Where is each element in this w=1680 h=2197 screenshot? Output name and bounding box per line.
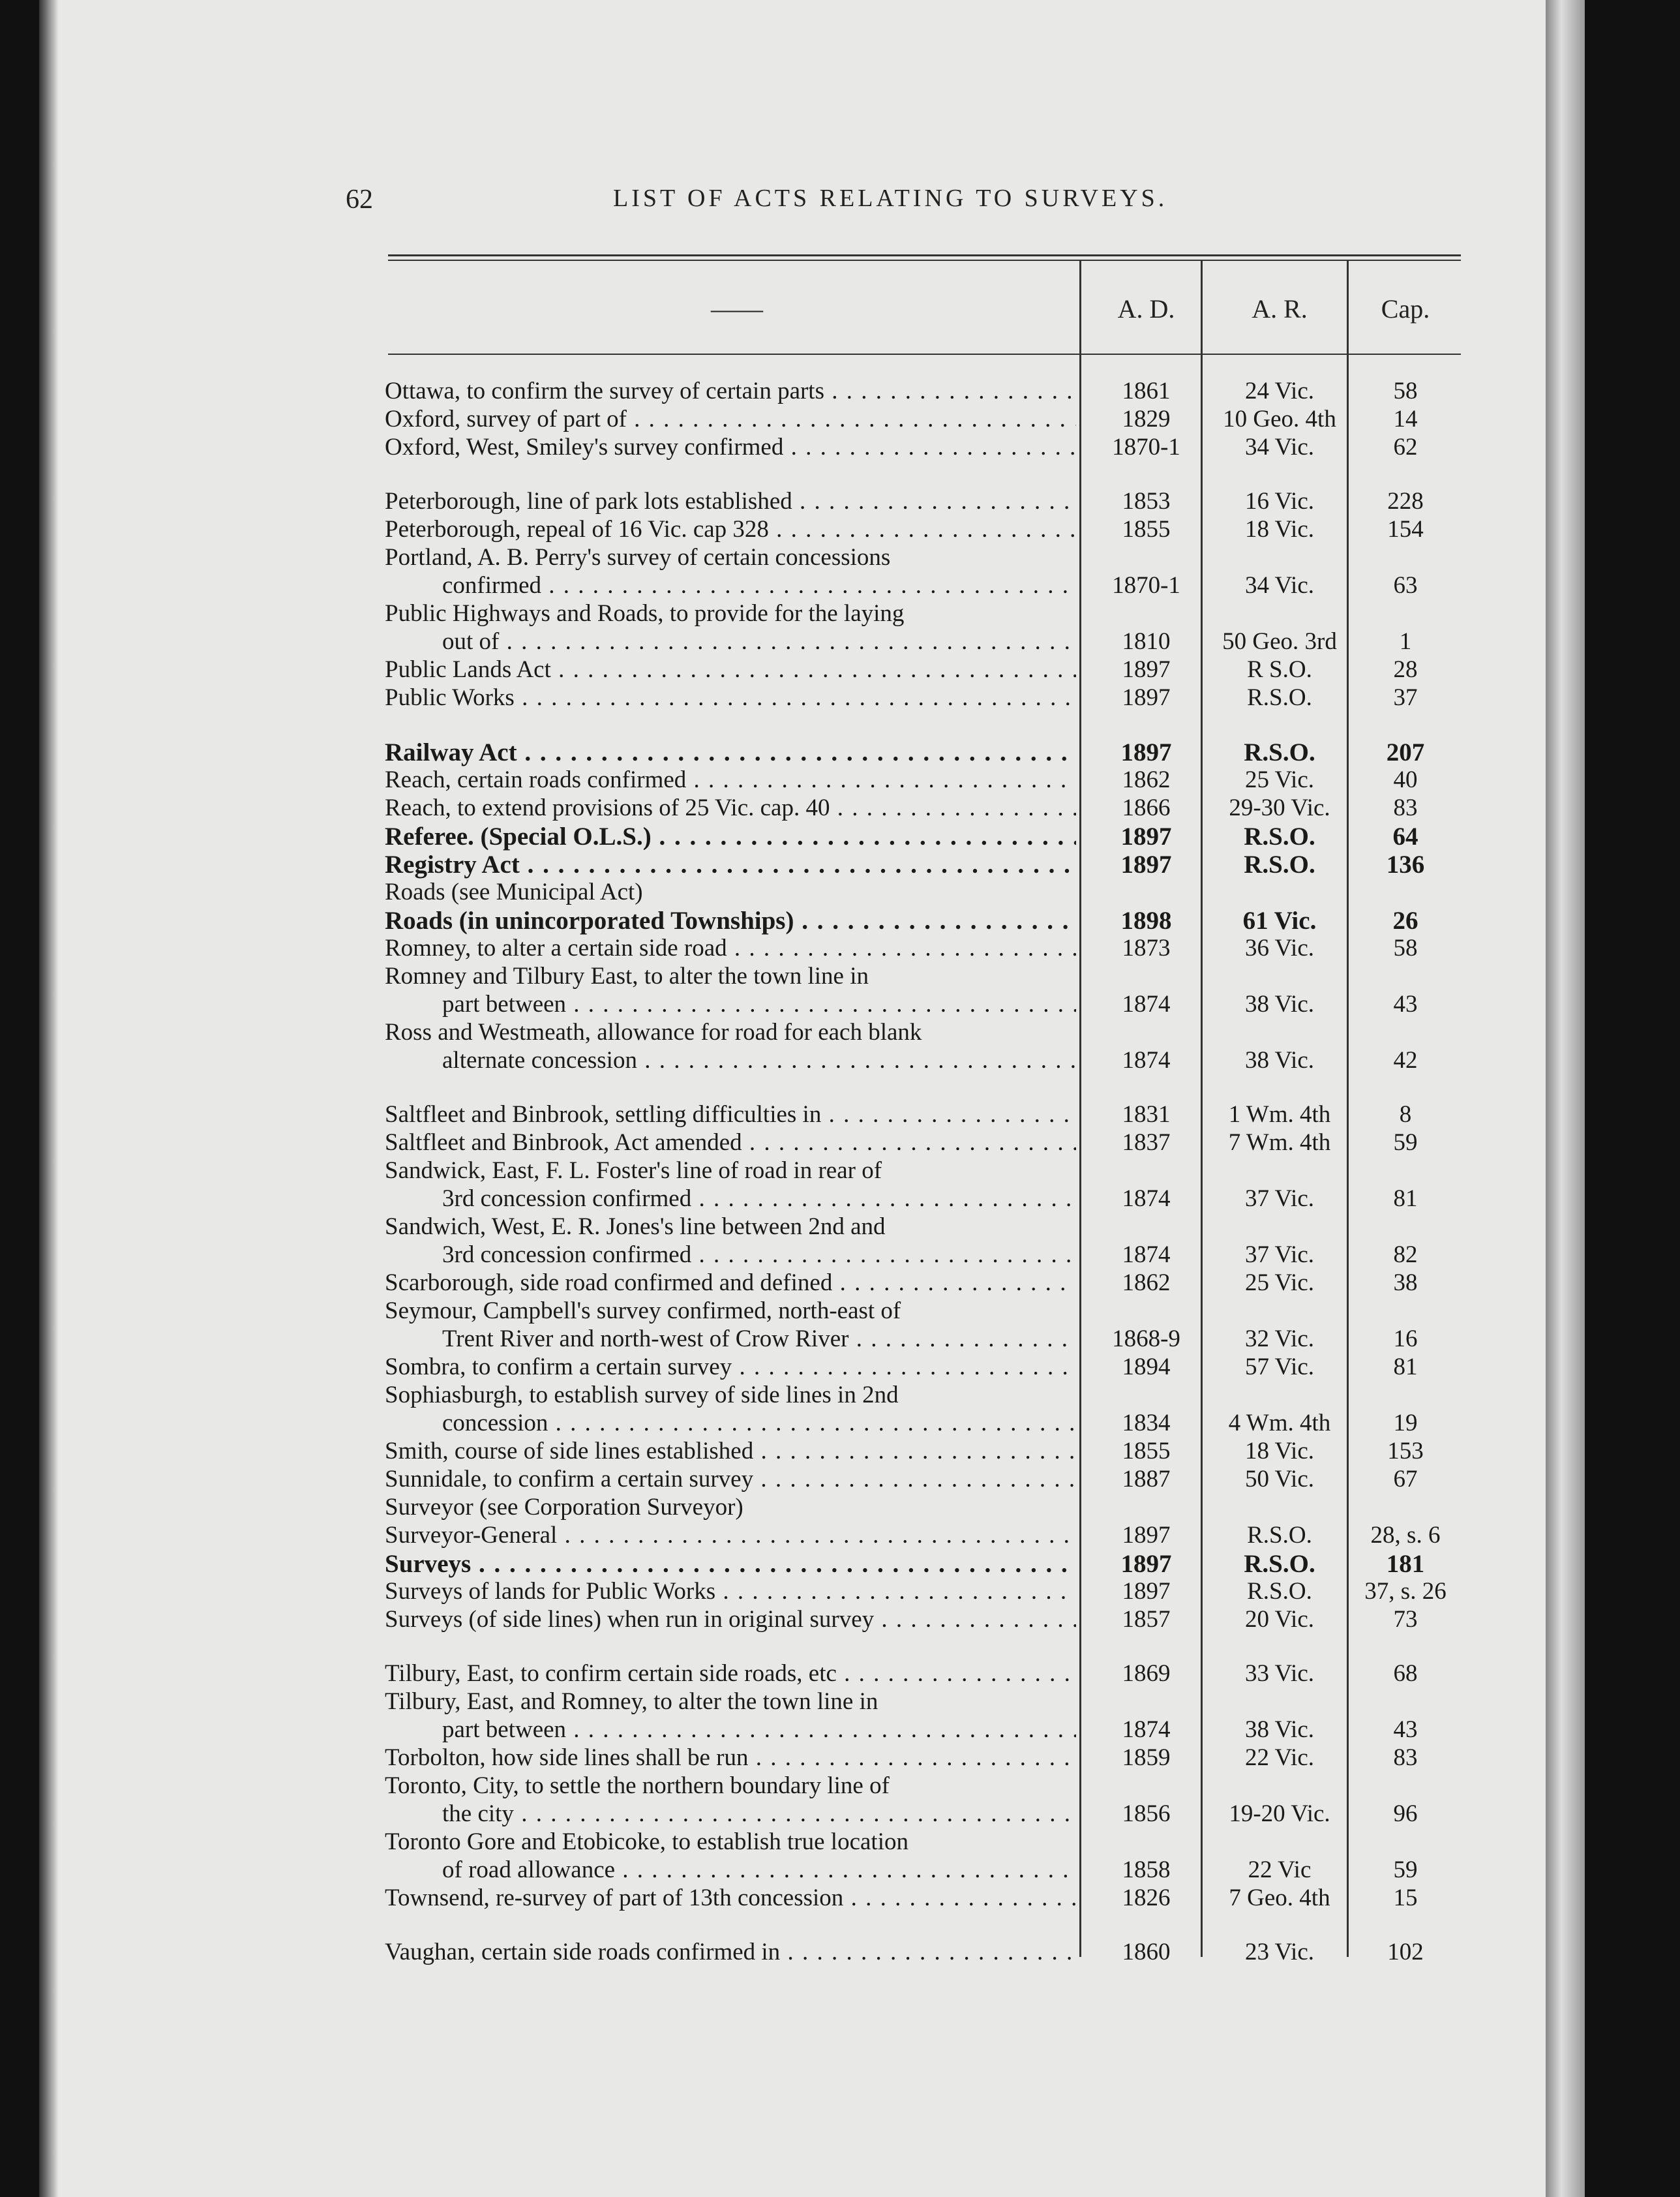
act-ar: 1 Wm. 4th bbox=[1228, 1101, 1331, 1128]
act-description: Tilbury, East, and Romney, to alter the town line in bbox=[385, 1688, 878, 1715]
table-row bbox=[385, 1659, 1454, 1688]
table-row bbox=[385, 738, 1454, 766]
act-ad: 1856 bbox=[1122, 1800, 1171, 1827]
act-cap: 96 bbox=[1393, 1800, 1418, 1827]
act-ar: R S.O. bbox=[1247, 656, 1312, 683]
act-ad: 1897 bbox=[1120, 1550, 1172, 1578]
act-ad: 1874 bbox=[1122, 1716, 1171, 1743]
act-cap: 102 bbox=[1387, 1939, 1424, 1965]
table-row bbox=[385, 794, 1454, 822]
act-ad: 1897 bbox=[1120, 738, 1172, 766]
act-cap: 81 bbox=[1393, 1354, 1418, 1380]
act-ad: 1855 bbox=[1122, 1438, 1171, 1464]
table-row bbox=[385, 1353, 1454, 1381]
act-ar: 25 Vic. bbox=[1244, 1269, 1315, 1296]
act-ar: 29-30 Vic. bbox=[1229, 795, 1330, 821]
act-ar: 50 Geo. 3rd bbox=[1222, 628, 1337, 655]
act-ad: 1874 bbox=[1122, 1241, 1171, 1268]
table-row bbox=[385, 1437, 1454, 1465]
table-row bbox=[385, 1018, 1454, 1046]
act-description: Romney and Tilbury East, to alter the town line in bbox=[385, 963, 869, 990]
act-description: Toronto, City, to settle the northern boundary line of bbox=[385, 1772, 890, 1799]
act-ad: 1874 bbox=[1122, 991, 1171, 1018]
table-row bbox=[385, 377, 1454, 405]
act-cap: 68 bbox=[1393, 1660, 1418, 1687]
act-description: Public Lands Act . . . bbox=[385, 656, 1076, 684]
act-description: Sombra, to confirm a certain survey . . . bbox=[385, 1353, 1076, 1381]
column-header-description: —— bbox=[711, 294, 763, 324]
page-title: LIST OF ACTS RELATING TO SURVEYS. bbox=[613, 185, 1168, 212]
act-description: of road allowance . . . bbox=[442, 1856, 1076, 1884]
acts-table-body bbox=[385, 377, 1454, 1966]
act-ar: 50 Vic. bbox=[1244, 1466, 1315, 1492]
act-cap: 43 bbox=[1393, 1716, 1418, 1743]
act-ad: 1897 bbox=[1122, 656, 1171, 683]
table-row bbox=[385, 1185, 1454, 1213]
act-ar: R.S.O. bbox=[1244, 823, 1315, 851]
act-ar: 7 Geo. 4th bbox=[1229, 1885, 1330, 1911]
act-cap: 63 bbox=[1393, 572, 1418, 599]
act-ar: 18 Vic. bbox=[1244, 1438, 1315, 1464]
column-header-ar: A. R. bbox=[1252, 294, 1308, 324]
table-row bbox=[385, 878, 1454, 906]
act-ar: 34 Vic. bbox=[1244, 572, 1315, 599]
act-ar: 37 Vic. bbox=[1244, 1241, 1315, 1268]
act-ar: R.S.O. bbox=[1244, 738, 1315, 766]
act-cap: 19 bbox=[1393, 1410, 1418, 1436]
table-row bbox=[385, 1521, 1454, 1549]
table-row bbox=[385, 1297, 1454, 1325]
act-description: Seymour, Campbell's survey confirmed, north-east of bbox=[385, 1297, 901, 1324]
act-ad: 1826 bbox=[1122, 1885, 1171, 1911]
act-description: Public Highways and Roads, to provide for the laying bbox=[385, 600, 905, 627]
act-cap: 1 bbox=[1399, 628, 1412, 655]
act-description: Ross and Westmeath, allowance for road for each blank bbox=[385, 1019, 922, 1046]
act-ar: R.S.O. bbox=[1244, 1550, 1315, 1578]
table-row bbox=[385, 766, 1454, 794]
act-description: Vaughan, certain side roads confirmed in . . . bbox=[385, 1938, 1076, 1966]
act-ad: 1873 bbox=[1122, 935, 1171, 962]
act-ad: 1870-1 bbox=[1112, 572, 1180, 599]
act-ad: 1868-9 bbox=[1112, 1326, 1180, 1352]
act-ad: 1894 bbox=[1122, 1354, 1171, 1380]
act-cap: 58 bbox=[1393, 378, 1418, 404]
act-ar: R.S.O. bbox=[1247, 1578, 1312, 1605]
table-row bbox=[385, 1884, 1454, 1912]
act-ar: 33 Vic. bbox=[1244, 1660, 1315, 1687]
table-row bbox=[385, 684, 1454, 712]
table-row bbox=[385, 1157, 1454, 1185]
act-description: Peterborough, line of park lots established . . . bbox=[385, 487, 1076, 515]
act-cap: 59 bbox=[1393, 1129, 1418, 1156]
act-ad: 1810 bbox=[1122, 628, 1171, 655]
act-cap: 40 bbox=[1393, 766, 1418, 793]
act-ar: 22 Vic bbox=[1248, 1856, 1312, 1883]
act-description: 3rd concession confirmed . . . bbox=[442, 1185, 1076, 1213]
act-cap: 26 bbox=[1392, 907, 1418, 935]
act-ad: 1897 bbox=[1122, 1578, 1171, 1605]
act-cap: 38 bbox=[1393, 1269, 1418, 1296]
act-ad: 1866 bbox=[1122, 795, 1171, 821]
act-description: Referee. (Special O.L.S.) . . . bbox=[385, 822, 1076, 851]
table-row bbox=[385, 1744, 1454, 1772]
act-cap: 62 bbox=[1393, 434, 1418, 461]
act-description: Reach, to extend provisions of 25 Vic. cap. 40 . . . bbox=[385, 794, 1076, 822]
act-ad: 1829 bbox=[1122, 406, 1171, 432]
act-description: Toronto Gore and Etobicoke, to establish true location bbox=[385, 1828, 908, 1855]
table-row bbox=[385, 1213, 1454, 1241]
act-ar: 38 Vic. bbox=[1244, 991, 1315, 1018]
act-description: Tilbury, East, to confirm certain side roads, etc . . . bbox=[385, 1659, 1076, 1688]
table-row bbox=[385, 1577, 1454, 1605]
act-cap: 73 bbox=[1393, 1606, 1418, 1633]
act-ar: 38 Vic. bbox=[1244, 1716, 1315, 1743]
act-description: Ottawa, to confirm the survey of certain parts . . . bbox=[385, 377, 1076, 405]
act-description: Saltfleet and Binbrook, settling difficulties in . . . bbox=[385, 1100, 1076, 1129]
table-top-rule-1 bbox=[388, 254, 1461, 256]
act-description: Romney, to alter a certain side road . . . bbox=[385, 934, 1076, 962]
act-description: Reach, certain roads confirmed . . . bbox=[385, 766, 1076, 794]
act-ar: R.S.O. bbox=[1247, 1522, 1312, 1549]
table-row bbox=[385, 934, 1454, 962]
act-description: Saltfleet and Binbrook, Act amended . . . bbox=[385, 1129, 1076, 1157]
act-description: Registry Act . . . bbox=[385, 850, 1076, 879]
act-cap: 8 bbox=[1399, 1101, 1412, 1128]
table-row bbox=[385, 962, 1454, 990]
act-ad: 1897 bbox=[1122, 684, 1171, 711]
table-row bbox=[385, 1325, 1454, 1353]
table-row bbox=[385, 1938, 1454, 1966]
act-ar: 38 Vic. bbox=[1244, 1047, 1315, 1074]
act-ad: 1897 bbox=[1120, 823, 1172, 851]
act-description: Scarborough, side road confirmed and defined . . . bbox=[385, 1269, 1076, 1297]
act-cap: 67 bbox=[1393, 1466, 1418, 1492]
act-ar: 18 Vic. bbox=[1244, 516, 1315, 543]
table-row bbox=[385, 405, 1454, 433]
act-description: Sophiasburgh, to establish survey of side lines in 2nd bbox=[385, 1382, 899, 1408]
table-row bbox=[385, 1493, 1454, 1521]
act-cap: 28, s. 6 bbox=[1370, 1522, 1441, 1549]
act-description: Surveys (of side lines) when run in original survey . . . bbox=[385, 1605, 1076, 1633]
act-description: Townsend, re-survey of part of 13th concession . . . bbox=[385, 1884, 1076, 1912]
act-cap: 37, s. 26 bbox=[1364, 1578, 1447, 1605]
act-ad: 1887 bbox=[1122, 1466, 1171, 1492]
act-ad: 1837 bbox=[1122, 1129, 1171, 1156]
act-cap: 83 bbox=[1393, 795, 1418, 821]
act-ad: 1858 bbox=[1122, 1856, 1171, 1883]
act-ar: 36 Vic. bbox=[1244, 935, 1315, 962]
act-cap: 153 bbox=[1387, 1438, 1424, 1464]
act-description: out of . . . bbox=[442, 628, 1076, 656]
act-description: Peterborough, repeal of 16 Vic. cap 328 . . . bbox=[385, 515, 1076, 543]
act-ad: 1834 bbox=[1122, 1410, 1171, 1436]
table-row bbox=[385, 433, 1454, 461]
table-row bbox=[385, 1465, 1454, 1493]
act-description: Surveyor (see Corporation Surveyor) bbox=[385, 1494, 743, 1521]
act-ad: 1861 bbox=[1122, 378, 1171, 404]
act-description: part between . . . bbox=[442, 1716, 1076, 1744]
act-cap: 15 bbox=[1393, 1885, 1418, 1911]
act-ad: 1869 bbox=[1122, 1660, 1171, 1687]
act-cap: 37 bbox=[1393, 684, 1418, 711]
table-row bbox=[385, 990, 1454, 1018]
act-description: Sandwich, West, E. R. Jones's line between 2nd and bbox=[385, 1213, 886, 1240]
act-ad: 1831 bbox=[1122, 1101, 1171, 1128]
table-row bbox=[385, 1046, 1454, 1074]
act-ar: 37 Vic. bbox=[1244, 1185, 1315, 1212]
act-description: Surveys of lands for Public Works . . . bbox=[385, 1577, 1076, 1605]
table-row bbox=[385, 599, 1454, 628]
table-row bbox=[385, 906, 1454, 934]
book-page bbox=[39, 0, 1546, 2197]
act-ad: 1897 bbox=[1120, 851, 1172, 879]
act-ar: 61 Vic. bbox=[1242, 907, 1317, 935]
act-ad: 1857 bbox=[1122, 1606, 1171, 1633]
act-cap: 228 bbox=[1387, 488, 1424, 515]
act-ad: 1862 bbox=[1122, 1269, 1171, 1296]
act-description: the city . . . bbox=[442, 1800, 1076, 1828]
act-ar: 19-20 Vic. bbox=[1229, 1800, 1330, 1827]
column-header-ad: A. D. bbox=[1117, 294, 1175, 324]
page-number: 62 bbox=[346, 185, 373, 215]
act-description: Sunnidale, to confirm a certain survey . . . bbox=[385, 1465, 1076, 1493]
table-row bbox=[385, 850, 1454, 878]
act-ar: 20 Vic. bbox=[1244, 1606, 1315, 1633]
act-ar: 10 Geo. 4th bbox=[1223, 406, 1336, 432]
act-description: Torbolton, how side lines shall be run . . . bbox=[385, 1744, 1076, 1772]
table-row bbox=[385, 1129, 1454, 1157]
act-ad: 1860 bbox=[1122, 1939, 1171, 1965]
act-ad: 1855 bbox=[1122, 516, 1171, 543]
act-cap: 207 bbox=[1386, 738, 1425, 766]
act-cap: 28 bbox=[1393, 656, 1418, 683]
act-cap: 43 bbox=[1393, 991, 1418, 1018]
act-description: Trent River and north-west of Crow River . . . bbox=[442, 1325, 1076, 1353]
act-description: Surveys . . . bbox=[385, 1549, 1076, 1579]
table-row bbox=[385, 628, 1454, 656]
act-cap: 16 bbox=[1393, 1326, 1418, 1352]
act-ar: 23 Vic. bbox=[1244, 1939, 1315, 1965]
act-cap: 64 bbox=[1392, 823, 1418, 851]
act-ad: 1874 bbox=[1122, 1185, 1171, 1212]
table-row bbox=[385, 1549, 1454, 1577]
act-description: alternate concession . . . bbox=[442, 1046, 1076, 1074]
table-row bbox=[385, 1409, 1454, 1437]
act-ad: 1870-1 bbox=[1112, 434, 1180, 461]
act-ar: 16 Vic. bbox=[1244, 488, 1315, 515]
table-row bbox=[385, 1716, 1454, 1744]
act-description: Railway Act . . . bbox=[385, 738, 1076, 767]
act-description: part between . . . bbox=[442, 990, 1076, 1018]
act-ad: 1874 bbox=[1122, 1047, 1171, 1074]
act-ar: 25 Vic. bbox=[1244, 766, 1315, 793]
table-row bbox=[385, 1100, 1454, 1129]
act-cap: 59 bbox=[1393, 1856, 1418, 1883]
act-description: Oxford, West, Smiley's survey confirmed . . . bbox=[385, 433, 1076, 461]
table-row bbox=[385, 822, 1454, 850]
act-ad: 1898 bbox=[1120, 907, 1172, 935]
act-ar: 32 Vic. bbox=[1244, 1326, 1315, 1352]
act-description: Public Works . . . bbox=[385, 684, 1076, 712]
act-cap: 14 bbox=[1393, 406, 1418, 432]
act-description: Sandwick, East, F. L. Foster's line of road in rear of bbox=[385, 1157, 882, 1184]
act-cap: 154 bbox=[1387, 516, 1424, 543]
table-top-rule-2 bbox=[388, 260, 1461, 261]
act-ar: 7 Wm. 4th bbox=[1228, 1129, 1331, 1156]
act-cap: 42 bbox=[1393, 1047, 1418, 1074]
book-edge bbox=[1546, 0, 1585, 2197]
table-row bbox=[385, 656, 1454, 684]
act-ad: 1862 bbox=[1122, 766, 1171, 793]
act-description: Smith, course of side lines established . . . bbox=[385, 1437, 1076, 1465]
table-header-rule bbox=[388, 354, 1461, 355]
act-cap: 58 bbox=[1393, 935, 1418, 962]
act-ar: 24 Vic. bbox=[1244, 378, 1315, 404]
act-ad: 1853 bbox=[1122, 488, 1171, 515]
act-ar: 34 Vic. bbox=[1244, 434, 1315, 461]
table-row bbox=[385, 543, 1454, 571]
act-description: confirmed . . . bbox=[442, 571, 1076, 599]
table-row bbox=[385, 1269, 1454, 1297]
act-cap: 136 bbox=[1386, 851, 1425, 879]
act-cap: 81 bbox=[1393, 1185, 1418, 1212]
table-row bbox=[385, 1828, 1454, 1856]
table-row bbox=[385, 1688, 1454, 1716]
act-ar: 4 Wm. 4th bbox=[1228, 1410, 1331, 1436]
act-description: Oxford, survey of part of . . . bbox=[385, 405, 1076, 433]
act-description: Surveyor-General . . . bbox=[385, 1521, 1076, 1549]
act-cap: 181 bbox=[1386, 1550, 1425, 1578]
act-ad: 1897 bbox=[1122, 1522, 1171, 1549]
act-description: Roads (in unincorporated Townships) . . . bbox=[385, 906, 1076, 935]
act-description: Roads (see Municipal Act) bbox=[385, 879, 643, 905]
act-ar: 22 Vic. bbox=[1244, 1744, 1315, 1771]
act-description: Portland, A. B. Perry's survey of certain concessions bbox=[385, 544, 891, 571]
act-description: 3rd concession confirmed . . . bbox=[442, 1241, 1076, 1269]
table-row bbox=[385, 571, 1454, 599]
table-row bbox=[385, 515, 1454, 543]
table-row bbox=[385, 1605, 1454, 1633]
act-cap: 82 bbox=[1393, 1241, 1418, 1268]
act-ar: R.S.O. bbox=[1247, 684, 1312, 711]
table-row bbox=[385, 1241, 1454, 1269]
act-ar: R.S.O. bbox=[1244, 851, 1315, 879]
act-ar: 57 Vic. bbox=[1244, 1354, 1315, 1380]
table-row bbox=[385, 1800, 1454, 1828]
table-row bbox=[385, 1856, 1454, 1884]
act-ad: 1859 bbox=[1122, 1744, 1171, 1771]
act-description: concession . . . bbox=[442, 1409, 1076, 1437]
table-row bbox=[385, 1381, 1454, 1409]
table-row bbox=[385, 1772, 1454, 1800]
table-row bbox=[385, 487, 1454, 515]
column-header-cap: Cap. bbox=[1381, 294, 1430, 324]
act-cap: 83 bbox=[1393, 1744, 1418, 1771]
